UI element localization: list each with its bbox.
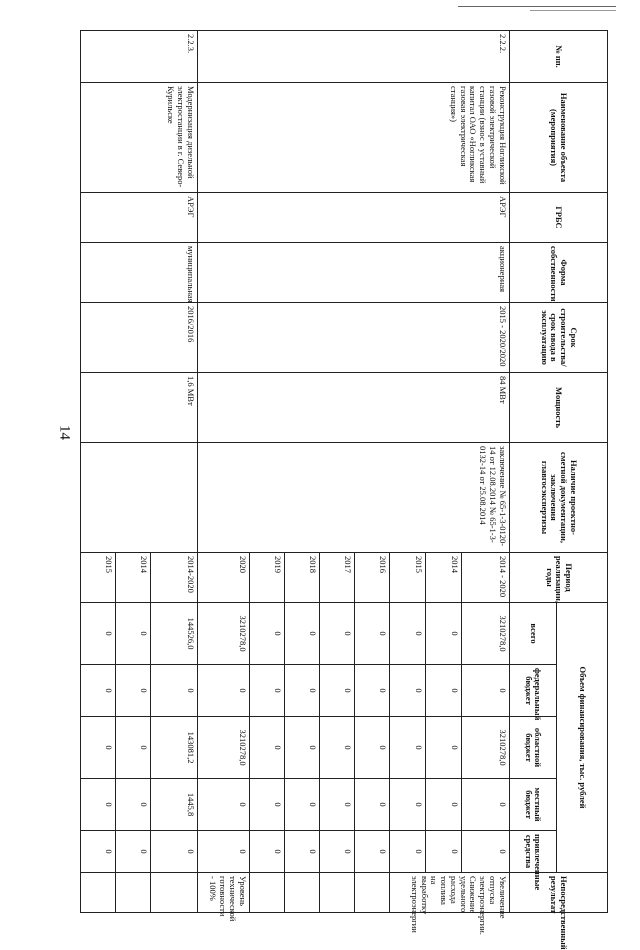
cell-period: 2018: [284, 553, 319, 603]
cell-regional: 0: [425, 717, 461, 779]
cell-federal: 0: [198, 665, 250, 717]
object-psd: [81, 443, 198, 553]
object-grbs: АРЭГ: [81, 193, 198, 243]
table-row: [151, 31, 198, 913]
cell-period: 2017: [319, 553, 354, 603]
document-frame: [80, 30, 608, 950]
header-attracted: привлеченные средства: [509, 831, 556, 873]
result-empty: [81, 873, 116, 913]
header-psd: Наличие проектно-сметной документации, заключения главгосэкспертизы: [509, 443, 607, 553]
cell-total: 0: [249, 603, 284, 665]
object-psd: заключение № 65-1-3-0120-14 от 12.08.2014 № 65-1-3-0132-14 от 25.08.2014: [198, 443, 510, 553]
header-regional: областной бюджет: [509, 717, 556, 779]
table-row: [461, 31, 509, 913]
cell-local: 0: [81, 779, 116, 831]
cell-local: 0: [354, 779, 389, 831]
object-number: 2.2.3.: [81, 31, 198, 83]
cell-regional: 0: [116, 717, 151, 779]
cell-attracted: 0: [81, 831, 116, 873]
cell-regional: 0: [354, 717, 389, 779]
cell-total: 0: [389, 603, 425, 665]
header-financing: Объем финансирования, тыс. рублей: [556, 603, 607, 873]
cell-local: 0: [389, 779, 425, 831]
object-term: 2016/2016: [81, 303, 198, 373]
cell-total: 144526,0: [151, 603, 198, 665]
header-ownership: Форма собственности: [509, 243, 607, 303]
cell-period: 2016: [354, 553, 389, 603]
cell-local: 0: [249, 779, 284, 831]
header-power: Мощность: [509, 373, 607, 443]
cell-federal: 0: [354, 665, 389, 717]
object-term: 2015 - 2020/2020: [198, 303, 510, 373]
cell-federal: 0: [389, 665, 425, 717]
cell-attracted: 0: [461, 831, 509, 873]
cell-local: 1445,8: [151, 779, 198, 831]
cell-local: 0: [461, 779, 509, 831]
cell-period: 2015: [389, 553, 425, 603]
result-empty: [151, 873, 198, 913]
cell-local: 0: [425, 779, 461, 831]
financing-table: [80, 30, 608, 950]
header-grbs: ГРБС: [509, 193, 607, 243]
cell-attracted: 0: [151, 831, 198, 873]
header-local: местный бюджет: [509, 779, 556, 831]
cell-attracted: 0: [198, 831, 250, 873]
cell-federal: 0: [151, 665, 198, 717]
cell-federal: 0: [461, 665, 509, 717]
cell-total: 3210278,0: [461, 603, 509, 665]
object-ownership: акционерная: [198, 243, 510, 303]
cell-period: 2014-2020: [151, 553, 198, 603]
page-number: 14: [56, 425, 73, 440]
cell-regional: 3210278,0: [198, 717, 250, 779]
cell-total: 0: [81, 603, 116, 665]
cell-attracted: 0: [425, 831, 461, 873]
cell-local: 0: [319, 779, 354, 831]
rotated-table-wrapper: [80, 30, 608, 950]
object-power: 84 МВт: [198, 373, 510, 443]
cell-total: 0: [116, 603, 151, 665]
result-empty: [284, 873, 319, 913]
result-text: Увеличение отпуска электроэнергии. Снижение удельного расхода топлива на выработку электроэнергии: [389, 873, 509, 913]
cell-federal: 0: [319, 665, 354, 717]
header-total: всего: [509, 603, 556, 665]
cell-period: 2015: [81, 553, 116, 603]
cell-local: 0: [198, 779, 250, 831]
top-rule: [458, 6, 616, 7]
header-num: № пп.: [509, 31, 607, 83]
cell-federal: 0: [116, 665, 151, 717]
result-empty: [249, 873, 284, 913]
cell-regional: 0: [249, 717, 284, 779]
cell-period: 2014: [116, 553, 151, 603]
object-power: 1,6 МВт: [81, 373, 198, 443]
cell-attracted: 0: [249, 831, 284, 873]
header-result: Непосредственный результат: [509, 873, 607, 913]
cell-regional: 0: [389, 717, 425, 779]
cell-total: 0: [319, 603, 354, 665]
result-empty: [319, 873, 354, 913]
cell-period: 2014: [425, 553, 461, 603]
cell-period: 2019: [249, 553, 284, 603]
cell-local: 0: [116, 779, 151, 831]
cell-attracted: 0: [284, 831, 319, 873]
cell-total: 0: [354, 603, 389, 665]
cell-regional: 143081,2: [151, 717, 198, 779]
cell-attracted: 0: [389, 831, 425, 873]
cell-regional: 3210278,0: [461, 717, 509, 779]
cell-regional: 0: [319, 717, 354, 779]
object-number: 2.2.2.: [198, 31, 510, 83]
result-text: Уровень технической готовности - 100%: [198, 873, 250, 913]
cell-local: 0: [284, 779, 319, 831]
object-ownership: муниципальная: [81, 243, 198, 303]
object-name: Модернизация дизельной электростанции в г. Северо-Курильске: [81, 83, 198, 193]
header-row: [556, 31, 607, 913]
cell-federal: 0: [284, 665, 319, 717]
result-empty: [354, 873, 389, 913]
header-period: Период реализации, годы: [509, 553, 607, 603]
header-federal: федеральный бюджет: [509, 665, 556, 717]
top-rule-short: [530, 10, 616, 11]
cell-federal: 0: [249, 665, 284, 717]
cell-total: 3210278,0: [198, 603, 250, 665]
cell-attracted: 0: [116, 831, 151, 873]
cell-attracted: 0: [319, 831, 354, 873]
object-name: Реконструкция Ногликской газовой электрической станции (взнос в уставный капитал ОАО «Ногликская газовая электрическая станция»): [198, 83, 510, 193]
cell-period: 2014 - 2020: [461, 553, 509, 603]
cell-federal: 0: [81, 665, 116, 717]
header-term: Срок строительства/срок ввода в эксплуатацию: [509, 303, 607, 373]
header-name: Наименование объекта (мероприятия): [509, 83, 607, 193]
cell-regional: 0: [284, 717, 319, 779]
cell-federal: 0: [425, 665, 461, 717]
result-empty: [116, 873, 151, 913]
cell-regional: 0: [81, 717, 116, 779]
cell-total: 0: [284, 603, 319, 665]
cell-total: 0: [425, 603, 461, 665]
cell-attracted: 0: [354, 831, 389, 873]
cell-period: 2020: [198, 553, 250, 603]
object-grbs: АРЭГ: [198, 193, 510, 243]
